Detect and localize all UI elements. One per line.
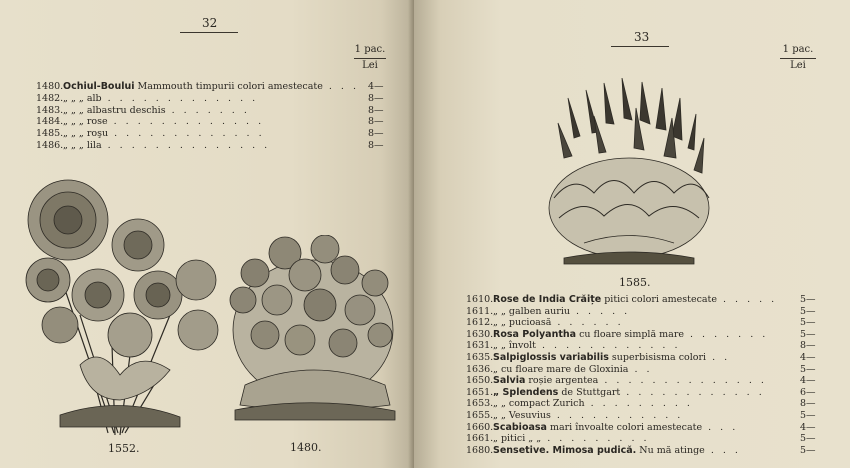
item-code: 1650.	[466, 375, 494, 387]
item-price: 5—	[800, 410, 816, 421]
leader-dots: . . . . . . . . . . . .	[620, 386, 765, 398]
item-code: 1482.	[36, 92, 64, 104]
item-price: 8—	[368, 140, 384, 151]
item-price: 5—	[800, 305, 816, 317]
leader-dots: . . .	[322, 81, 359, 92]
item-code: 1680.	[466, 444, 494, 456]
item-code: 1651.	[466, 386, 494, 398]
item-name: „ Splendens	[493, 386, 559, 398]
price-row	[36, 140, 406, 151]
item-description: „ cu floare mare de Gloxinia	[493, 363, 629, 375]
item-price: 5—	[800, 317, 816, 329]
item-description: superbisisma colori	[608, 352, 707, 363]
item-price: 8—	[800, 340, 816, 352]
header-unit: Lei	[790, 60, 806, 71]
leader-dots: . . . . . . . . .	[541, 433, 650, 445]
caption-1480: 1480.	[290, 441, 322, 454]
item-description: „ „ „ alb	[63, 92, 102, 104]
price-row	[466, 364, 846, 375]
item-code: 1480.	[36, 81, 64, 92]
item-name: Scabioasa	[493, 421, 547, 433]
price-row	[36, 116, 406, 127]
right-page	[414, 0, 850, 468]
price-row	[466, 317, 846, 328]
header-unit: Lei	[362, 60, 378, 71]
price-row	[466, 433, 846, 444]
item-code: 1660.	[466, 421, 494, 433]
item-code: 1630.	[466, 328, 494, 340]
price-row	[466, 340, 846, 351]
item-code: 1655.	[466, 410, 494, 421]
price-row	[36, 81, 406, 92]
item-description: roșie argentea	[525, 375, 599, 387]
salvia-illustration	[544, 78, 714, 268]
leader-dots: . . . . . .	[551, 317, 624, 329]
item-price: 4—	[368, 81, 384, 92]
price-row	[466, 422, 846, 433]
item-description: „ „ „ roşu	[63, 128, 109, 140]
price-row	[36, 93, 406, 104]
item-description: de Stuttgart	[558, 386, 621, 398]
item-name: Rosa Polyantha	[493, 328, 577, 340]
item-description: „ „ pucioasă	[493, 317, 552, 329]
header-qty: 1 pac.	[354, 44, 386, 55]
caption-1552: 1552.	[108, 442, 140, 455]
left-page	[0, 0, 414, 468]
price-row	[466, 387, 846, 398]
item-price: 6—	[800, 386, 816, 398]
item-name: Salvia	[493, 375, 526, 387]
item-description: Mammouth timpurii colori amestecate	[134, 81, 323, 92]
page-number: 32	[202, 16, 218, 30]
leader-dots: . . . . . . .	[165, 104, 250, 116]
aster-bush-illustration	[225, 235, 400, 435]
item-code: 1485.	[36, 128, 64, 140]
item-description: mari învoalte colori amestecate	[546, 421, 703, 433]
price-row	[36, 105, 406, 116]
item-code: 1483.	[36, 104, 64, 116]
leader-dots: . . . . . . . . . . . . .	[108, 128, 265, 140]
price-row	[466, 410, 846, 421]
caption-1585: 1585.	[619, 276, 651, 289]
leader-dots: . . . . . . . . . . .	[550, 410, 684, 421]
item-description: pitici colori amestecate	[601, 294, 717, 305]
item-name: Salpiglossis variabilis	[493, 352, 609, 363]
header-qty: 1 pac.	[782, 44, 814, 55]
item-code: 1661.	[466, 433, 494, 445]
price-row	[466, 375, 846, 386]
item-code: 1653.	[466, 398, 494, 410]
page-number-rule	[180, 32, 238, 33]
leader-dots: . .	[706, 352, 731, 363]
price-row	[466, 294, 846, 305]
price-row	[466, 398, 846, 409]
item-code: 1631.	[466, 340, 494, 352]
price-row	[466, 329, 846, 340]
item-description: „ „ galben auriu	[493, 305, 570, 317]
item-description: „ „ „ albastru deschis	[63, 104, 166, 116]
leader-dots: . .	[628, 363, 653, 375]
item-price: 4—	[800, 375, 816, 387]
item-description: „ pitici „ „	[493, 433, 542, 445]
price-row	[466, 306, 846, 317]
leader-dots: . . . . .	[717, 294, 778, 305]
item-code: 1610.	[466, 294, 494, 305]
item-description: „ „ „ rose	[63, 116, 108, 128]
page-number-rule	[611, 46, 669, 47]
leader-dots: . . . . . . . . . . . . .	[107, 116, 265, 128]
item-name: Ochiul-Boului	[63, 81, 135, 92]
item-code: 1611.	[466, 305, 494, 317]
item-price: 5—	[800, 328, 816, 340]
item-price: 5—	[800, 294, 816, 305]
price-header	[350, 44, 390, 72]
price-row	[466, 352, 846, 363]
leader-dots: . . . . . . . . . . . . . .	[101, 140, 271, 151]
item-price: 8—	[368, 128, 384, 140]
item-description: cu floare simplă mare	[576, 328, 684, 340]
leader-dots: . . . . . . . . . . . . .	[101, 92, 259, 104]
item-price: 8—	[368, 104, 384, 116]
leader-dots: . . . . . . . . . . . . . .	[598, 375, 767, 387]
item-price: 8—	[800, 398, 816, 410]
aster-tall-illustration	[20, 165, 225, 440]
item-price: 8—	[368, 116, 384, 128]
item-price: 5—	[800, 433, 816, 445]
item-price: 4—	[800, 421, 816, 433]
leader-dots: . . . . .	[570, 305, 631, 317]
item-description: „ „ Vesuvius	[493, 410, 551, 421]
price-row	[36, 128, 406, 139]
item-price: 4—	[800, 352, 816, 363]
item-price: 8—	[368, 92, 384, 104]
item-description: „ „ învolt	[493, 340, 536, 352]
item-name: Sensetive. Mimosa pudică.	[493, 444, 637, 456]
item-code: 1484.	[36, 116, 64, 128]
item-code: 1486.	[36, 140, 64, 151]
item-name: Rose de India Crăițe	[493, 294, 602, 305]
leader-dots: . . .	[702, 421, 739, 433]
price-header	[776, 44, 820, 72]
item-price: 5—	[800, 444, 816, 456]
item-code: 1612.	[466, 317, 494, 329]
item-description: „ „ „ lila	[63, 140, 102, 151]
price-row	[466, 445, 846, 456]
item-code: 1636.	[466, 363, 494, 375]
leader-dots: . . . . . . . . . . . .	[535, 340, 681, 352]
item-price: 5—	[800, 363, 816, 375]
item-description: „ „ compact Zurich	[493, 398, 585, 410]
leader-dots: . . . . . . . . .	[584, 398, 693, 410]
page-number: 33	[634, 30, 650, 44]
item-description: Nu mă atinge	[636, 444, 705, 456]
item-code: 1635.	[466, 352, 494, 363]
leader-dots: . . . . . . .	[684, 328, 769, 340]
leader-dots: . . .	[704, 444, 741, 456]
